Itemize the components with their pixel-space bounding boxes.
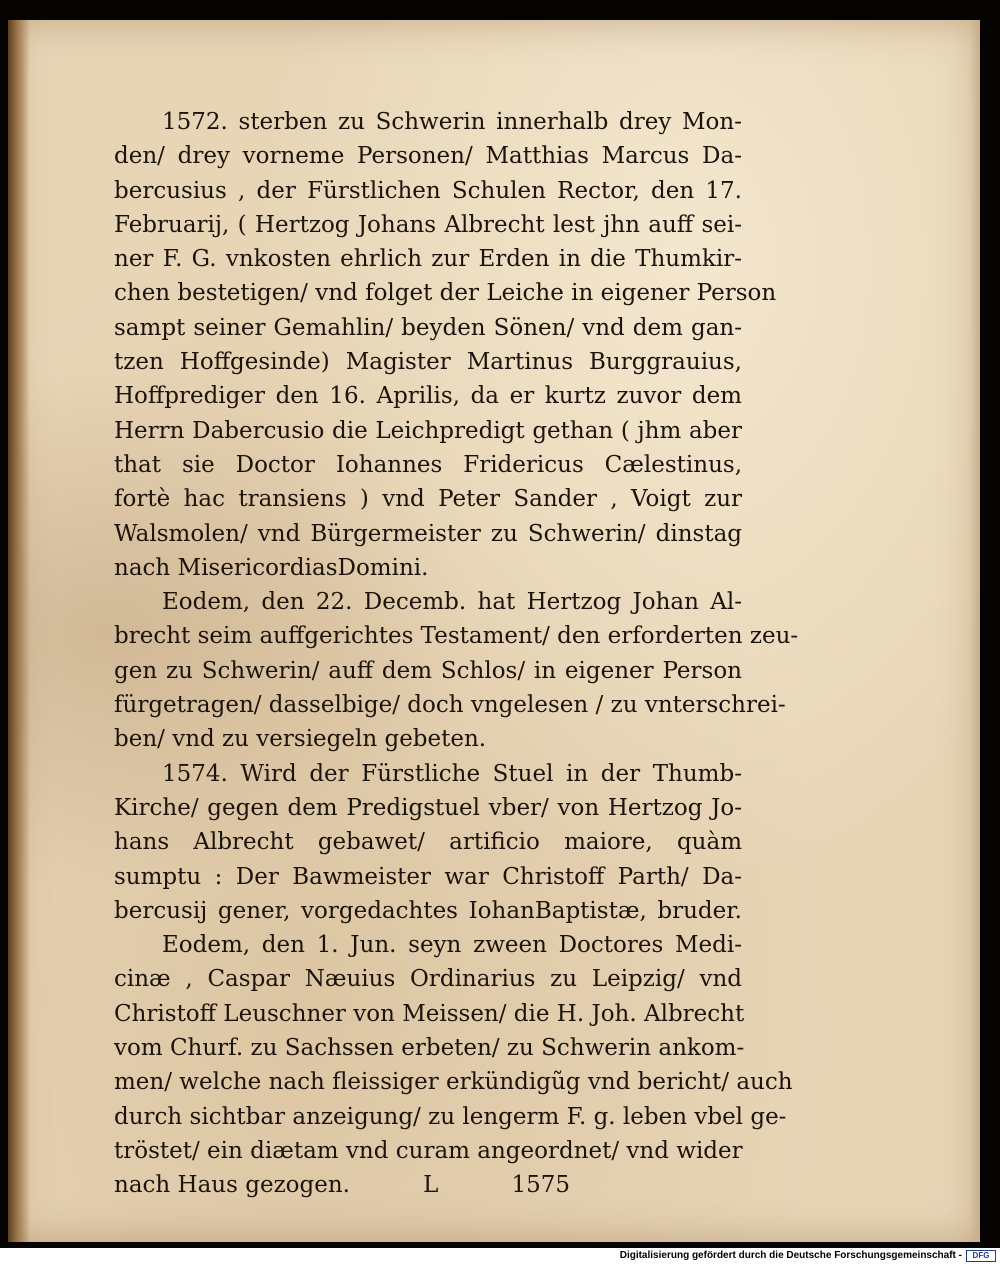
footer-bar [0,1248,1000,1264]
text-line: fürgetragen/ dasselbige/ doch vngelesen / zu vnterschrei- [114,692,786,719]
text-line: ner F. G. vnkosten ehrlich zur Erden in die Thumkir- [114,246,742,273]
page-binding-edge [8,20,30,1242]
text-line: chen bestetigen/ vnd folget der Leiche in eigener Person [114,280,777,307]
text-line: gen zu Schwerin/ auff dem Schlos/ in eigener Person [114,657,742,684]
text-line: hans Albrecht gebawet/ artificio maiore, quàm [114,829,742,856]
text-line: tröstet/ ein diætam vnd curam angeordnet/ vnd wider [114,1137,743,1164]
text-line: bercusij gener, vorgedachtes IohanBaptistæ, bruder. [114,897,742,924]
text-line: men/ welche nach fleissiger erkündigũg vnd bericht/ auch [114,1069,793,1096]
text-line: cinæ , Caspar Næuius Ordinarius zu Leipzig/ vnd [114,966,742,993]
text-line: ben/ vnd zu versiegeln gebeten. [114,726,487,753]
text-line: Februarij, ( Hertzog Johans Albrecht lest jhn auff sei- [114,211,742,238]
text-line: brecht seim auffgerichtes Testament/ den erforderten zeu- [114,623,799,650]
dfg-logo-icon: DFG [966,1250,996,1262]
text-line: den/ drey vorneme Personen/ Matthias Marcus Da- [114,143,742,170]
text-line: nach MisericordiasDomini. [114,554,429,581]
text-line: Eodem, den 1. Jun. seyn zween Doctores Medi- [162,932,742,959]
text-line: fortè hac transiens ) vnd Peter Sander , Voigt zur [114,486,742,513]
text-line: tzen Hoffgesinde) Magister Martinus Burggrauius, [114,349,742,376]
page-outer-edge [970,20,980,1242]
text-line: that sie Doctor Iohannes Fridericus Cælestinus, [114,451,742,478]
text-line-catchword: nach Haus gezogen. L 1575 [114,1172,571,1199]
text-line: durch sichtbar anzeigung/ zu lengerm F. g. leben vbel ge- [114,1103,787,1130]
text-line: sumptu : Der Bawmeister war Christoff Parth/ Da- [114,863,742,890]
book-page [8,20,980,1242]
text-line: 1574. Wird der Fürstliche Stuel in der Thumb- [162,760,742,787]
page-text [114,105,799,1203]
text-line: bercusius , der Fürstlichen Schulen Rector, den 17. [114,177,742,204]
text-line: 1572. sterben zu Schwerin innerhalb drey Mon- [162,109,742,135]
text-line: Hoffprediger den 16. Aprilis, da er kurtz zuvor dem [114,383,742,410]
text-line: Walsmolen/ vnd Bürgermeister zu Schwerin/ dinstag [114,520,742,547]
footer-credit: Digitalisierung gefördert durch die Deutsche Forschungsgemeinschaft - [619,1250,962,1261]
text-line: sampt seiner Gemahlin/ beyden Sönen/ vnd dem gan- [114,314,742,341]
text-line: Kirche/ gegen dem Predigstuel vber/ von Hertzog Jo- [114,794,742,821]
text-line: Christoff Leuschner von Meissen/ die H. Joh. Albrecht [114,1000,745,1027]
text-line: vom Churf. zu Sachssen erbeten/ zu Schwerin ankom- [114,1035,745,1062]
text-line: Eodem, den 22. Decemb. hat Hertzog Johan Al- [162,589,742,616]
text-line: Herrn Dabercusio die Leichpredigt gethan ( jhm aber [114,417,742,444]
